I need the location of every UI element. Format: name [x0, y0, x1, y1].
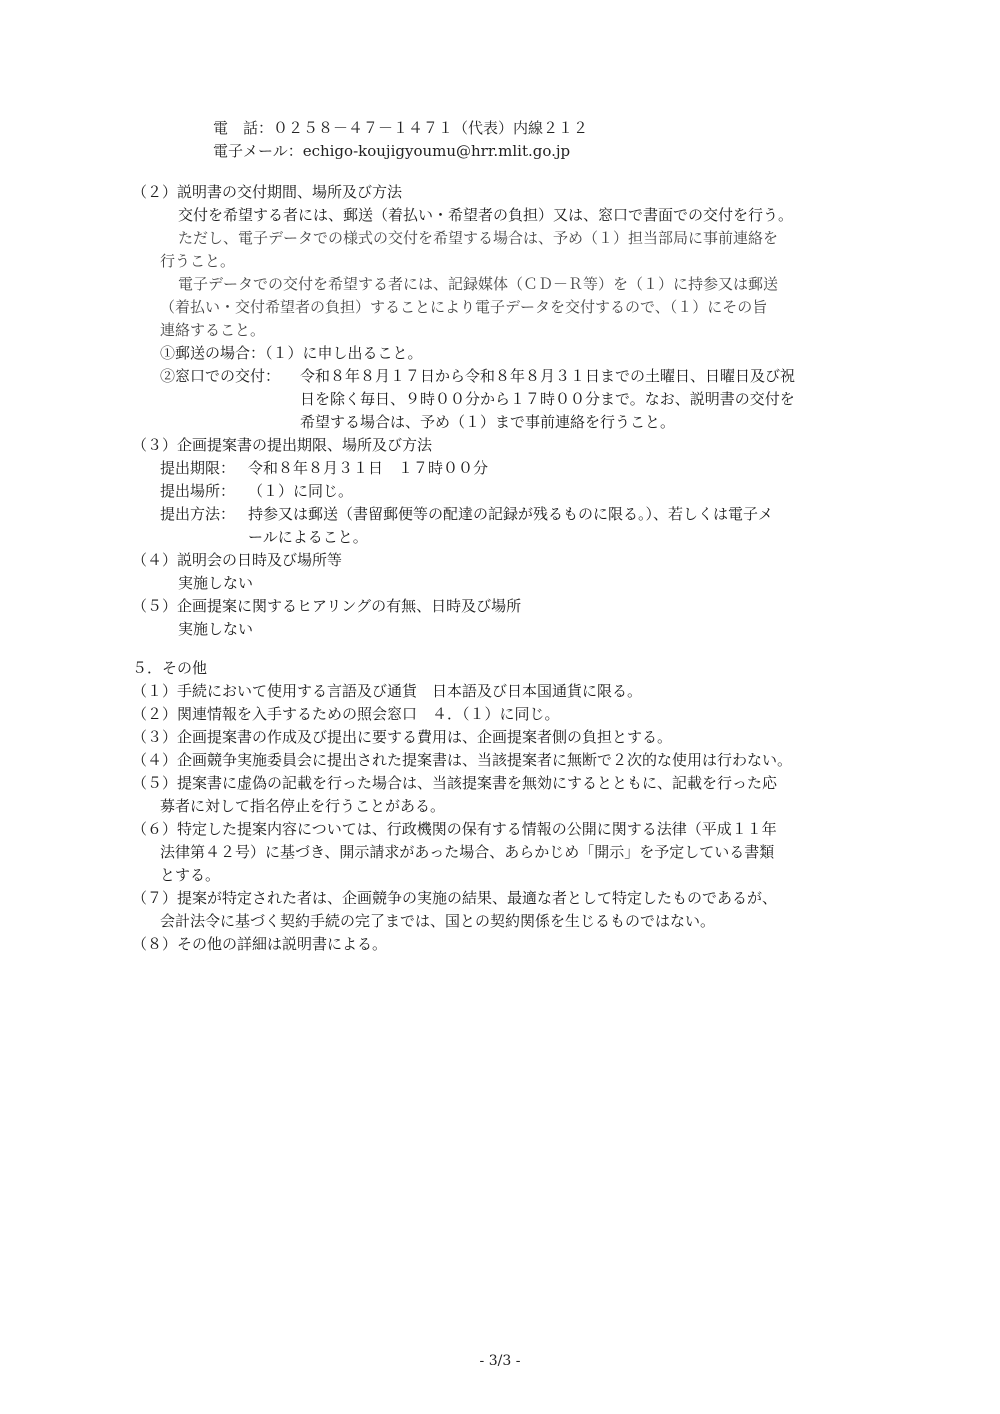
other-item-6-line-2: 法律第４２号）に基づき、開示請求があった場合、あらかじめ「開示」を予定している書類 [160, 843, 775, 861]
contact-phone: 電 話：０２５８－４７－１４７１（代表）内線２１２ [213, 119, 589, 137]
section-2-paragraph-3-line-2: （着払い・交付希望者の負担）することにより電子データを交付するので、（１）にその旨 [160, 298, 768, 316]
other-item-8: （８）その他の詳細は説明書による。 [132, 935, 388, 953]
method-line-2: ールによること。 [248, 528, 368, 546]
section-2-paragraph-2-line-1: ただし、電子データでの様式の交付を希望する場合は、予め（１）担当部局に事前連絡を [178, 229, 779, 247]
section-2-paragraph-3-line-3: 連絡すること。 [160, 321, 266, 339]
other-item-6-line-1: （６）特定した提案内容については、行政機関の保有する情報の公開に関する法律（平成１１年 [132, 820, 777, 838]
section-3-heading: （３）企画提案書の提出期限、場所及び方法 [132, 436, 433, 454]
section-4-heading: （４）説明会の日時及び場所等 [132, 551, 343, 569]
other-item-7-line-1: （７）提案が特定された者は、企画競争の実施の結果、最適な者として特定したものであるが、 [132, 889, 778, 907]
other-item-6-line-3: とする。 [160, 866, 221, 884]
section-2-window-line-3: 希望する場合は、予め（１）まで事前連絡を行うこと。 [300, 413, 676, 431]
section-5-heading: （５）企画提案に関するヒアリングの有無、日時及び場所 [132, 597, 522, 615]
deadline-label: 提出期限： [160, 459, 236, 477]
other-item-2: （２）関連情報を入手するための照会窓口 ４．（１）に同じ。 [132, 705, 560, 723]
section-2-window-line-2: 日を除く毎日、９時００分から１７時００分まで。なお、説明書の交付を [300, 390, 795, 408]
deadline-value: 令和８年８月３１日 １７時００分 [248, 459, 489, 477]
other-heading: ５．その他 [132, 659, 208, 677]
method-line-1: 持参又は郵送（書留郵便等の配達の記録が残るものに限る。）、若しくは電子メ [248, 505, 774, 523]
method-label: 提出方法： [160, 505, 236, 523]
other-item-4: （４）企画競争実施委員会に提出された提案書は、当該提案者に無断で２次的な使用は行わない。 [132, 751, 793, 769]
other-item-3: （３）企画提案書の作成及び提出に要する費用は、企画提案者側の負担とする。 [132, 728, 673, 746]
section-5-body: 実施しない [178, 620, 254, 638]
other-item-5-line-1: （５）提案書に虚偽の記載を行った場合は、当該提案書を無効にするとともに、記載を行った応 [132, 774, 778, 792]
other-item-5-line-2: 募者に対して指名停止を行うことがある。 [160, 797, 446, 815]
section-2-window-label: ②窓口での交付： [160, 367, 281, 385]
section-2-paragraph-1: 交付を希望する者には、郵送（着払い・希望者の負担）又は、窓口で書面での交付を行う。 [178, 206, 794, 224]
place-value: （１）に同じ。 [248, 482, 354, 500]
section-2-paragraph-2-line-2: 行うこと。 [160, 252, 236, 270]
section-4-body: 実施しない [178, 574, 254, 592]
section-2-heading: （２）説明書の交付期間、場所及び方法 [132, 183, 403, 201]
section-2-window-line-1: 令和８年８月１７日から令和８年８月３１日までの土曜日、日曜日及び祝 [300, 367, 796, 385]
other-item-1: （１）手続において使用する言語及び通貨 日本語及び日本国通貨に限る。 [132, 682, 643, 700]
place-label: 提出場所： [160, 482, 236, 500]
page-number: - 3/3 - [479, 1353, 521, 1369]
section-2-mail-item: ①郵送の場合：（１）に申し出ること。 [160, 344, 423, 362]
other-item-7-line-2: 会計法令に基づく契約手続の完了までは、国との契約関係を生じるものではない。 [160, 912, 716, 930]
section-2-paragraph-3-line-1: 電子データでの交付を希望する者には、記録媒体（ＣＤ－Ｒ等）を（１）に持参又は郵送 [178, 275, 779, 293]
contact-email: 電子メール：echigo-koujigyoumu@hrr.mlit.go.jp [213, 142, 571, 160]
